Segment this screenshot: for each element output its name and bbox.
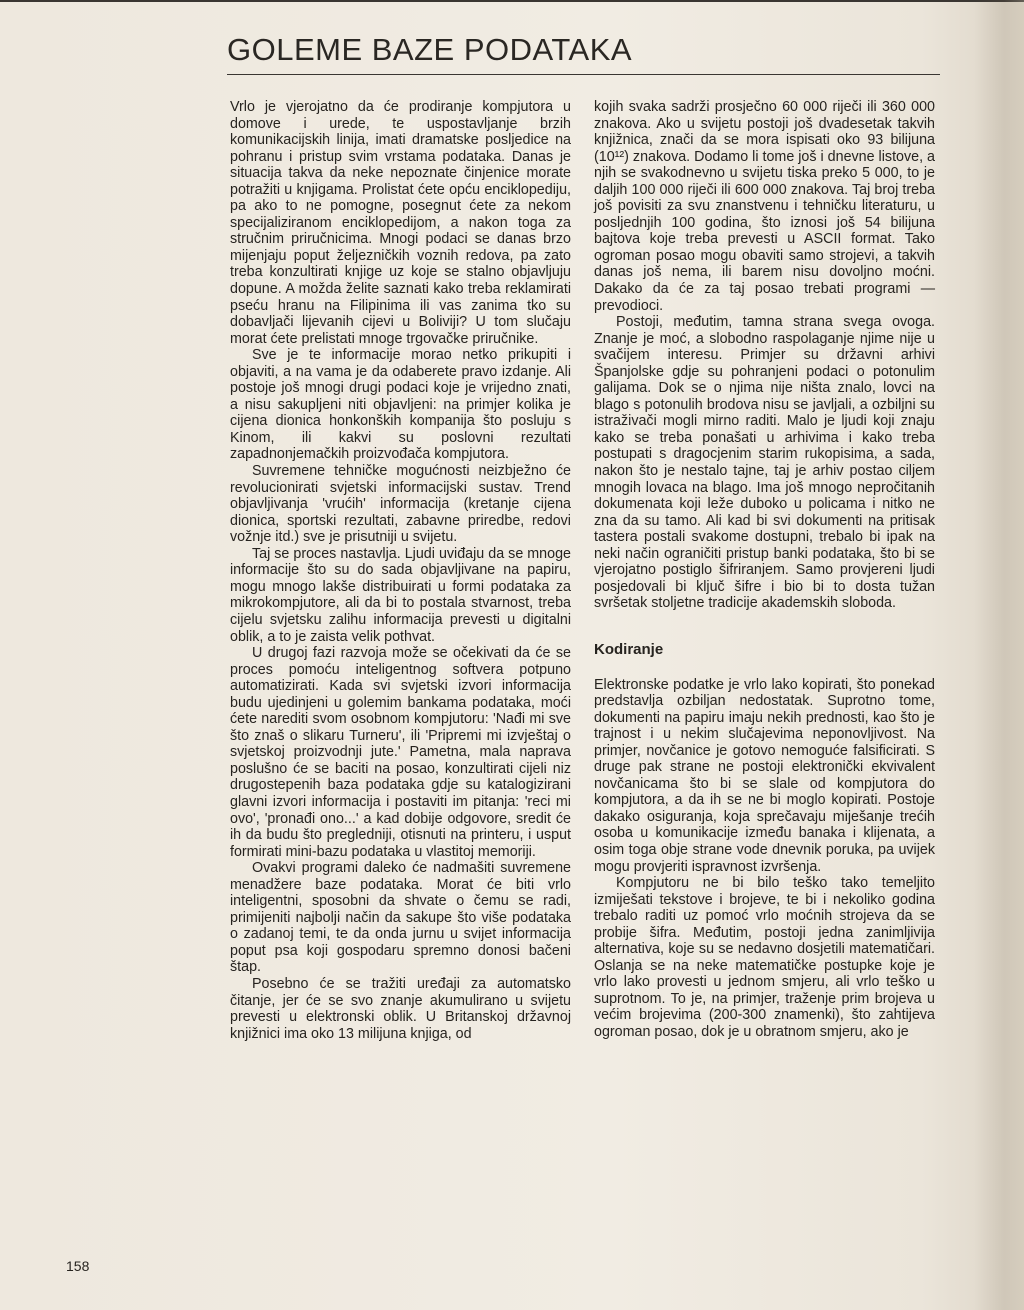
- left-column: [230, 99, 571, 1042]
- right-column: [594, 99, 935, 1041]
- paragraph: kojih svaka sadrži prosječno 60 000 riječi ili 360 000 znakova. Ako u svijetu postoji još dvadesetak takvih knjižnica, znači da se mora ispisati oko 93 bilijuna (10¹²) znakova. Dodamo li tome još i dnevne listove, a njih se svakodnevno u svijetu tiska preko 5 000, to je daljih 100 000 riječi ili 600 000 znakova. Taj broj treba još povisiti za svu znanstvenu i tehničku literaturu, u posljednjih 100 godina, što iznosi još 54 bilijuna bajtova koje treba prevesti u ASCII format. Tako ogroman posao mogu obaviti samo strojevi, a takvih danas još nema, ili barem nisu dovoljno moćni. Dakako da će za taj posao trebati programi — prevodioci.: [594, 99, 935, 314]
- section-heading: Kodiranje: [594, 640, 664, 658]
- top-rule: [0, 0, 1024, 2]
- paragraph: Taj se proces nastavlja. Ljudi uviđaju da se mnoge informacije što su do sada objavljivane na papiru, mogu mnogo lakše distribuirati u formi podataka za mikrokompjutore, ali da bi to postala stvarnost, treba cijelu svjetsku zalihu informacija prevesti u digitalni oblik, a to je zaista velik pothvat.: [230, 545, 571, 645]
- paragraph: Posebno će se tražiti uređaji za automatsko čitanje, jer će se svo znanje akumulirano u svijetu prevesti u elektronski oblik. U Britanskoj državnoj knjižnici ima oko 13 milijuna knjiga, od: [230, 975, 571, 1042]
- page-title: GOLEME BAZE PODATAKA: [227, 32, 633, 67]
- paragraph: Kompjutoru ne bi bilo teško tako temeljito izmiješati tekstove i brojeve, te bi i nekoliko godina trebalo raditi uz pomoć vrlo moćnih strojeva da se probije šifra. Međutim, postoji jedna zanimljivija alternativa, koje su se nedavno dosjetili matematičari. Oslanja se na neke matematičke postupke koje je vrlo lako provesti u jednom smjeru, ali vrlo teško u suprotnom. To je, na primjer, traženje prim brojeva u većim brojevima (200-300 znamenki), što zahtijeva ogroman posao, dok je u obratnom smjeru, ako je: [594, 875, 935, 1040]
- paragraph: Elektronske podatke je vrlo lako kopirati, što ponekad predstavlja ozbiljan nedostatak. Suprotno tome, dokumenti na papiru imaju nekih prednosti, kao što je trajnost i u nekim slučajevima neponovljivost. Na primjer, novčanice je gotovo nemoguće falsificirati. S druge pak strane ne postoji elektronički ekvivalent novčanicama što bi se slale od kompjutora do kompjutora, a da ih se ne bi moglo kopirati. Postoje dakako osiguranja, koja sprečavaju miješanje trećih osoba u komunikacije između banaka i klijenata, a osim toga obje strane vode dnevnik poruka, pa uvijek mogu provjeriti ispravnost izvršenja.: [594, 676, 935, 875]
- page-edge-shadow: [974, 0, 1024, 1310]
- paragraph: Postoji, međutim, tamna strana svega ovoga. Znanje je moć, a slobodno raspolaganje njime nije u svačijem interesu. Primjer su državni arhivi Španjolske gdje su pohranjeni podaci o potonulim galijama. Dok se o njima nije ništa znalo, lovci na blago s potonulih brodova nisu se javljali, a ozbiljni su istraživači mogli mirno raditi. Malo je ljudi koji znaju kako se treba ponašati u arhivima i kako treba postupati s dragocjenim starim rukopisima, a sada, nakon što je nestalo tajne, taj je arhiv postao ciljem mnogih lovaca na blago. Ima još mnogo nepročitanih dokumenata koji leže duboko u policama i nitko ne zna da su tamo. Ali kad bi svi dokumenti na pritisak tastera postali svakome dostupni, trebalo bi ipak na neki način ograničiti pristup banki podataka, što bi se vjerojatno postiglo šifriranjem. Samo provjereni ljudi posjedovali bi ključ šifre i bio bi to dosta tužan svršetak stoljetne tradicije akademskih sloboda.: [594, 314, 935, 612]
- paragraph: Vrlo je vjerojatno da će prodiranje kompjutora u domove i urede, te uspostavljanje brzih komunikacijskih linija, imati dramatske posljedice na pohranu i pristup svim vrstama podataka. Danas je situacija takva da neke nepoznate činjenice morate potražiti u knjigama. Prolistat ćete opću enciklopediju, pa ako to ne pomogne, posegnut ćete za nekom specijaliziranom enciklopedijom, a nakon toga za stručnim priručnicima. Mnogi podaci se danas brzo mijenjaju poput željezničkih voznih redova, pa zato treba konzultirati knjige uz koje se stalno objavljuju dopune. A možda želite saznati kako treba reklamirati pseću hranu na Filipinima ili vas zanima tko su dobavljači lijevanih cijevi u Boliviji? U tom slučaju morat ćete prelistati mnoge trgovačke priručnike.: [230, 99, 571, 347]
- paragraph: Ovakvi programi daleko će nadmašiti suvremene menadžere baze podataka. Morat će biti vrlo inteligentni, sposobni da shvate o čemu se radi, primijeniti najbolji način da sakupe što više podataka o zadanoj temi, te da onda jurnu u svijet informacija poput psa koji gospodaru spremno donosi bačeni štap.: [230, 860, 571, 976]
- paragraph: Suvremene tehničke mogućnosti neizbježno će revolucionirati svjetski informacijski sustav. Trend objavljivanja 'vrućih' informacija (kretanje cijena dionica, sportski rezultati, zabavne priredbe, redovi vožnje itd.) sve je prisutniji u svijetu.: [230, 463, 571, 546]
- paragraph: Sve je te informacije morao netko prikupiti i objaviti, a na vama je da odaberete pravo izdanje. Ali postoje još mnogi drugi podaci koje je vrijedno znati, a nisu sakupljeni niti objavljeni: na primjer kolika je cijena dionica honkonških kompanija što posluju s Kinom, ili kakvi su poslovni rezultati zapadnonjemačkih proizvođača kompjutora.: [230, 347, 571, 463]
- page-number: 158: [66, 1258, 90, 1274]
- paragraph: U drugoj fazi razvoja može se očekivati da će se proces pomoću inteligentnog softvera potpuno automatizirati. Kada svi svjetski izvori informacija budu ujedinjeni u golemim bankama podataka, moći ćete narediti svom osobnom kompjutoru: 'Nađi mi sve što znaš o slikaru Turneru', ili 'Pripremi mi izvještaj o svjetskoj proizvodnji jute.' Pametna, mala naprava poslušno će se baciti na posao, konzultirati cijeli niz drugostepenih baza podataka gdje su katalogizirani glavni izvori informacija i postaviti im pitanja: 'reci mi ovo', 'pronađi ono...' a kad dobije odgovore, sredit će ih da budu što pregledniji, otisnuti na printeru, i usput formirati mini-bazu podataka u vlastitoj memoriji.: [230, 645, 571, 860]
- title-rule: [227, 74, 940, 75]
